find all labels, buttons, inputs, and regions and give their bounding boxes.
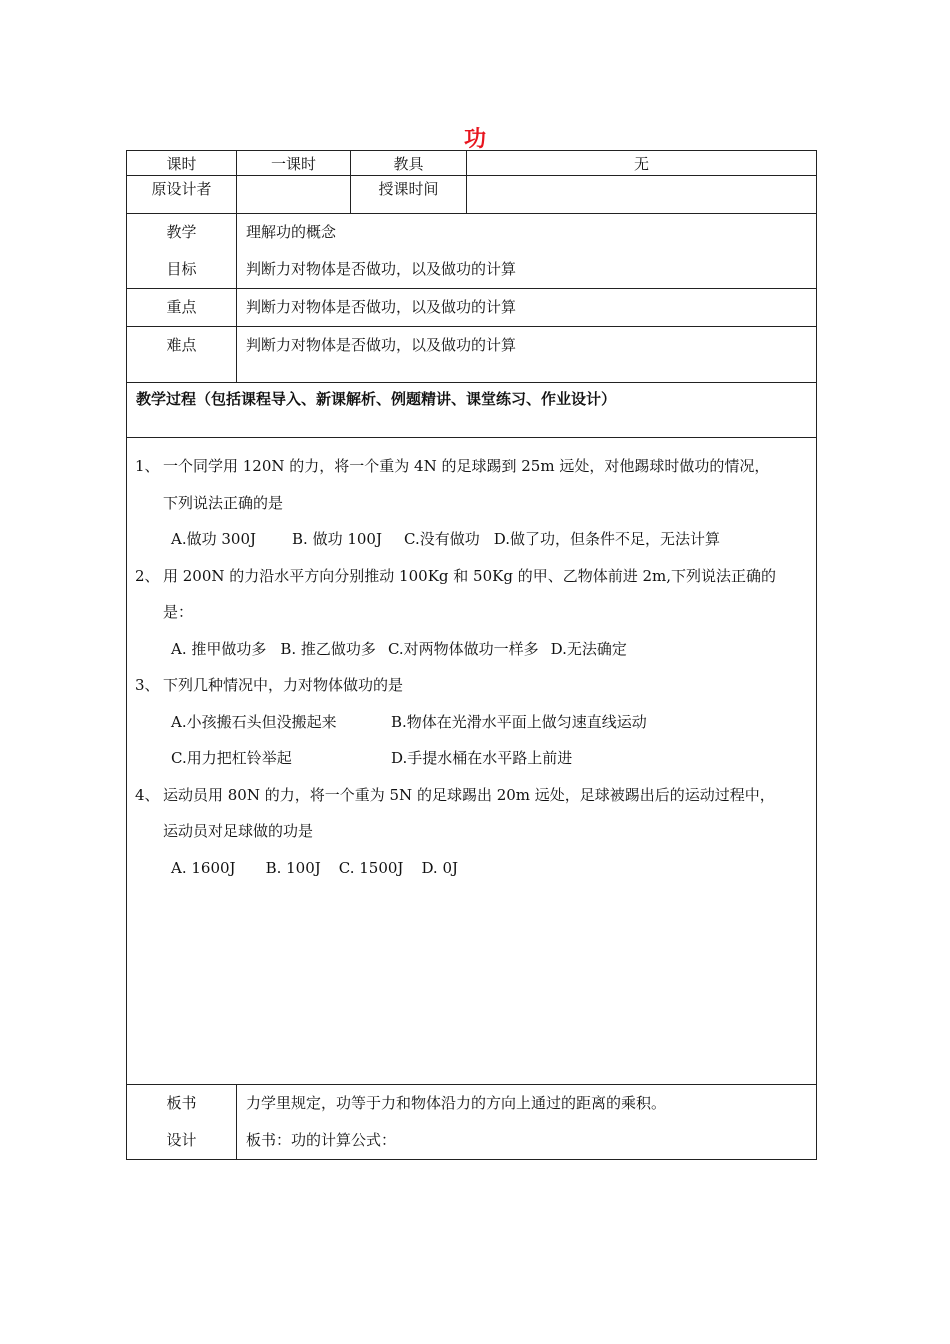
questions-area	[127, 438, 816, 1084]
q3-number: 3、	[135, 676, 160, 694]
key-point-row	[127, 289, 817, 327]
lesson-time-value	[467, 176, 817, 214]
q3-option-c: C.用力把杠铃举起	[171, 749, 292, 767]
q2-options	[135, 631, 808, 668]
q1-stem: 一个同学用 120N 的力，将一个重为 4N 的足球踢到 25m 远处，对他踢球时做功的情况，	[163, 457, 770, 475]
questions-row	[127, 438, 817, 1085]
header-row-1	[127, 151, 817, 176]
board-line-1: 力学里规定，功等于力和物体沿力的方向上通过的距离的乘积。	[246, 1094, 667, 1112]
q2-option-d: D.无法确定	[550, 639, 627, 658]
goals-label-line-2: 目标	[166, 260, 197, 278]
q2-line-2: 是：	[163, 603, 194, 621]
q1-option-a: A.做功 300J	[171, 530, 257, 548]
goals-line-2: 判断力对物体是否做功，以及做功的计算	[246, 260, 517, 278]
tools-label: 教具	[351, 151, 467, 176]
q4-line-2: 运动员对足球做的功是	[163, 822, 314, 840]
board-label-line-1: 板书	[166, 1094, 197, 1112]
goals-label	[127, 214, 237, 289]
goals-row	[127, 214, 817, 289]
period-label: 课时	[127, 151, 237, 176]
q4-option-b: B. 100J	[265, 858, 321, 877]
board-content	[237, 1085, 817, 1160]
header-row-2	[127, 176, 817, 214]
goals-label-line-1: 教学	[166, 223, 197, 241]
process-heading: 教学过程（包括课程导入、新课解析、例题精讲、课堂练习、作业设计）	[136, 390, 617, 408]
difficulty-text: 判断力对物体是否做功，以及做功的计算	[246, 336, 517, 354]
q1-option-d: D.做了功，但条件不足，无法计算	[493, 530, 720, 548]
q2-option-a: A. 推甲做功多	[171, 639, 267, 658]
q4-stem: 运动员用 80N 的力，将一个重为 5N 的足球踢出 20m 远处，足球被踢出后的运动过程中，	[163, 785, 775, 804]
board-label	[127, 1085, 237, 1160]
key-point-label: 重点	[166, 298, 197, 316]
q4-option-d: D. 0J	[421, 858, 459, 877]
q1-number: 1、	[135, 457, 160, 475]
period-value: 一课时	[237, 151, 351, 176]
q3-options-row-1	[135, 704, 808, 741]
q3-options-row-2	[135, 740, 808, 777]
q1-line-2: 下列说法正确的是	[163, 493, 284, 512]
q3-option-b: B.物体在光滑水平面上做匀速直线运动	[391, 712, 647, 731]
board-label-line-2: 设计	[166, 1131, 197, 1149]
q3-option-d: D.手提水桶在水平路上前进	[391, 749, 573, 767]
board-row	[127, 1085, 817, 1160]
q3-stem: 下列几种情况中，力对物体做功的是	[163, 676, 404, 694]
q4-option-a: A. 1600J	[171, 858, 236, 877]
goals-content	[237, 214, 817, 289]
designer-label: 原设计者	[127, 176, 237, 214]
designer-value	[237, 176, 351, 214]
q1-option-b: B. 做功 100J	[292, 530, 382, 548]
lesson-plan-table	[126, 150, 817, 1160]
q4-options	[135, 850, 808, 887]
q3-line-1	[135, 667, 808, 704]
q2-number: 2、	[135, 566, 160, 585]
difficulty-label: 难点	[166, 336, 197, 354]
goals-line-1: 理解功的概念	[246, 223, 337, 241]
q4-line-1	[135, 777, 808, 814]
q2-stem: 用 200N 的力沿水平方向分别推动 100Kg 和 50Kg 的甲、乙物体前进 2m,下列说法正确的	[163, 566, 777, 585]
board-line-2: 板书：功的计算公式：	[246, 1131, 397, 1149]
q2-option-b: B. 推乙做功多	[280, 639, 376, 658]
q4-number: 4、	[135, 785, 160, 804]
q1-option-c: C.没有做功	[404, 530, 480, 548]
process-heading-row	[127, 383, 817, 438]
difficulty-row	[127, 327, 817, 383]
q4-option-c: C. 1500J	[338, 858, 404, 877]
q1-line-1	[135, 448, 808, 485]
q1-options	[135, 521, 808, 558]
q2-line-1	[135, 558, 808, 595]
tools-value: 无	[467, 151, 817, 176]
key-point-text: 判断力对物体是否做功，以及做功的计算	[246, 298, 517, 316]
q3-option-a: A.小孩搬石头但没搬起来	[171, 712, 337, 731]
document-title: 功	[463, 127, 486, 152]
q2-option-c: C.对两物体做功一样多	[387, 639, 539, 658]
lesson-time-label: 授课时间	[351, 176, 467, 214]
